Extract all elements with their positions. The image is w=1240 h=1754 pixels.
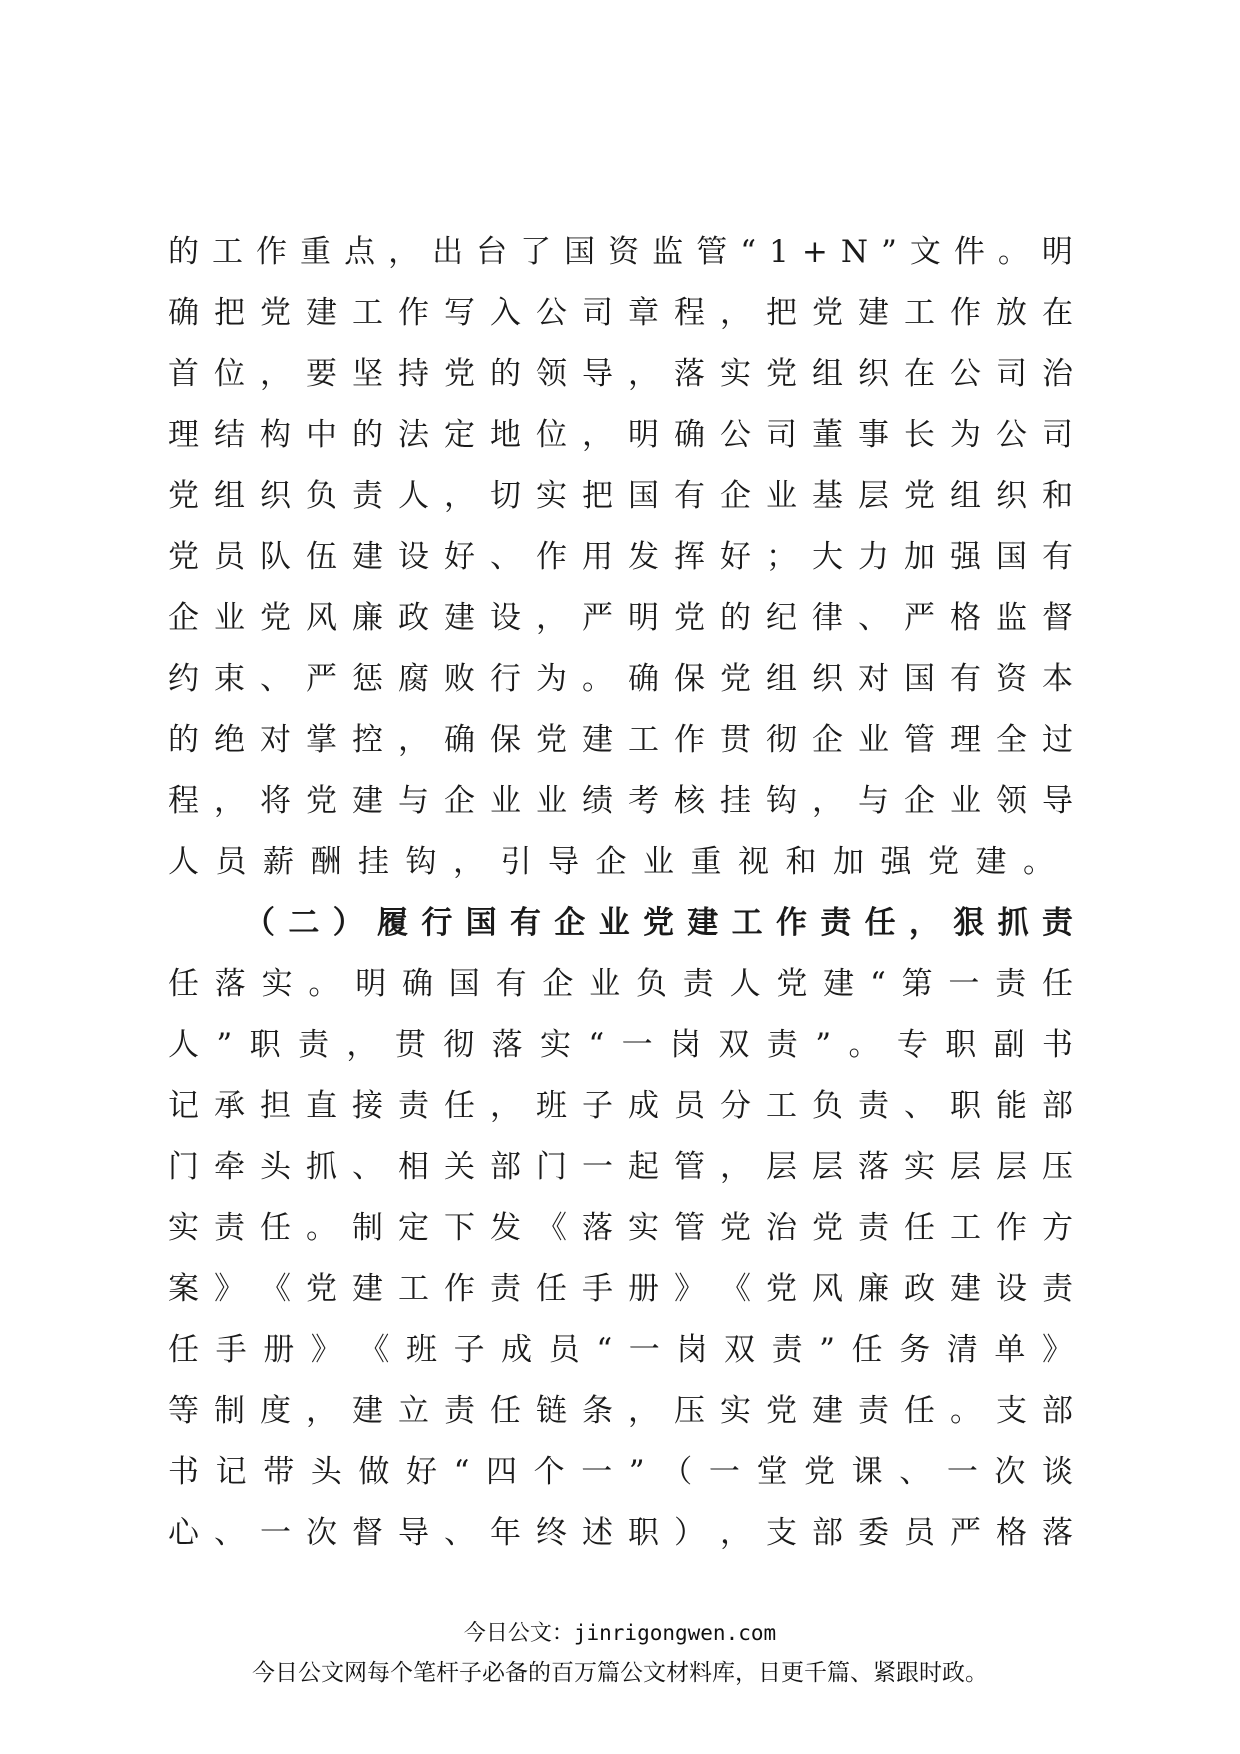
- section-heading-line: （ 二 ） 履 行 国 有 企 业 党 建 工 作 责 任 ， 狠 抓 责: [244, 905, 1073, 941]
- footer-slogan: 今日公文网每个笔杆子必备的百万篇公文材料库，日更千篇、紧跟时政。: [252, 1660, 988, 1686]
- text-line: 党 员 队 伍 建 设 好 、 作 用 发 挥 好 ； 大 力 加 强 国 有: [168, 539, 1073, 575]
- text-line: 等 制 度 ， 建 立 责 任 链 条 ， 压 实 党 建 责 任 。 支 部: [168, 1393, 1073, 1429]
- footer-site-label: 今日公文：: [463, 1621, 574, 1646]
- text-line: 案 》 《 党 建 工 作 责 任 手 册 》 《 党 风 廉 政 建 设 责: [168, 1271, 1073, 1307]
- footer-site-line: [0, 1618, 1240, 1648]
- text-line: 记 承 担 直 接 责 任 ， 班 子 成 员 分 工 负 责 、 职 能 部: [168, 1088, 1073, 1124]
- text-line: 的 绝 对 掌 控 ， 确 保 党 建 工 作 贯 彻 企 业 管 理 全 过: [168, 722, 1073, 758]
- text-line: 心 、 一 次 督 导 、 年 终 述 职 ） ， 支 部 委 员 严 格 落: [168, 1515, 1073, 1551]
- text-line: 实 责 任 。 制 定 下 发 《 落 实 管 党 治 党 责 任 工 作 方: [168, 1210, 1073, 1246]
- text-line: 首 位 ， 要 坚 持 党 的 领 导 ， 落 实 党 组 织 在 公 司 治: [168, 356, 1073, 392]
- page-footer: [0, 1618, 1240, 1690]
- text-line-paragraph-end: 人员薪酬挂钩，引导企业重视和加强党建。: [168, 844, 1071, 880]
- text-line: 党 组 织 负 责 人 ， 切 实 把 国 有 企 业 基 层 党 组 织 和: [168, 478, 1073, 514]
- document-body: [168, 222, 1073, 1564]
- text-line: 任 手 册 》 《 班 子 成 员 “ 一 岗 双 责 ” 任 务 清 单 》: [168, 1332, 1073, 1368]
- text-line: 约 束 、 严 惩 腐 败 行 为 。 确 保 党 组 织 对 国 有 资 本: [168, 661, 1073, 697]
- text-line: 程 ， 将 党 建 与 企 业 业 绩 考 核 挂 钩 ， 与 企 业 领 导: [168, 783, 1073, 819]
- footer-site-url-link[interactable]: jinrigongwen.com: [573, 1621, 777, 1645]
- text-line: 人 ” 职 责 ， 贯 彻 落 实 “ 一 岗 双 责 ” 。 专 职 副 书: [168, 1027, 1073, 1063]
- text-line: 书 记 带 头 做 好 “ 四 个 一 ” （ 一 堂 党 课 、 一 次 谈: [168, 1454, 1073, 1490]
- text-line: 企 业 党 风 廉 政 建 设 ， 严 明 党 的 纪 律 、 严 格 监 督: [168, 600, 1073, 636]
- text-line: 门 牵 头 抓 、 相 关 部 门 一 起 管 ， 层 层 落 实 层 层 压: [168, 1149, 1073, 1185]
- text-line: 的 工 作 重 点 ， 出 台 了 国 资 监 管 “ 1 + N ” 文 件 。 明: [168, 234, 1073, 270]
- text-line: 理 结 构 中 的 法 定 地 位 ， 明 确 公 司 董 事 长 为 公 司: [168, 417, 1073, 453]
- text-line: 任 落 实 。 明 确 国 有 企 业 负 责 人 党 建 “ 第 一 责 任: [168, 966, 1073, 1002]
- text-line: 确 把 党 建 工 作 写 入 公 司 章 程 ， 把 党 建 工 作 放 在: [168, 295, 1073, 331]
